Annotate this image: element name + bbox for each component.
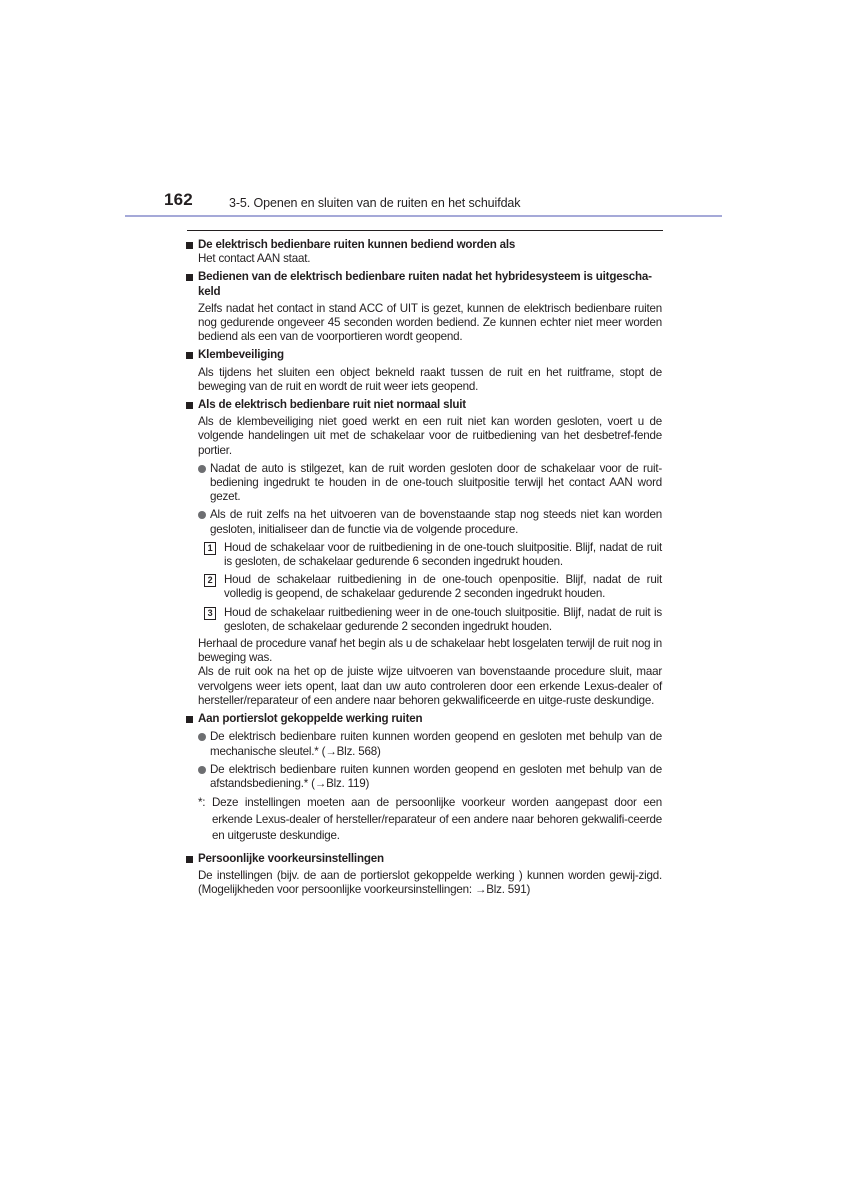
square-bullet-icon	[186, 274, 193, 281]
list-item	[198, 763, 662, 791]
step-number-box: 2	[204, 574, 216, 587]
square-bullet-icon	[186, 402, 193, 409]
round-bullet-icon	[198, 465, 206, 473]
section-heading-text: Bedienen van de elektrisch bedienbare ruiten nadat het hybridesysteem is uitgescha-keld	[198, 270, 652, 298]
section-heading-text: Aan portierslot gekoppelde werking ruiten	[198, 712, 423, 726]
content-rule	[187, 230, 663, 231]
step-item-3	[204, 606, 662, 634]
footnote-text: Deze instellingen moeten aan de persoonlijke voorkeur worden aangepast door een erkende Lexus-dealer of hersteller/reparateur of een andere naar behoren gekwalifi-ceerde en uitgeruste deskundige.	[212, 796, 662, 843]
list-item-text: De elektrisch bedienbare ruiten kunnen worden geopend en gesloten met behulp van de mechanische sleutel.* (→Blz. 568)	[210, 730, 662, 758]
square-bullet-icon	[186, 856, 193, 863]
section-heading-personal-settings	[186, 852, 662, 866]
page-content	[186, 238, 662, 897]
body-text: Herhaal de procedure vanaf het begin als u de schakelaar hebt losgelaten terwijl de ruit nog in beweging was.	[198, 637, 662, 665]
section-heading-text: Klembeveiliging	[198, 348, 284, 362]
header-rule	[125, 215, 722, 217]
section-heading-jam-protection	[186, 348, 662, 362]
square-bullet-icon	[186, 716, 193, 723]
list-item	[198, 730, 662, 758]
step-text: Houd de schakelaar ruitbediening in de one-touch openpositie. Blijf, nadat de ruit volledig is geopend, de schakelaar gedurende 2 seconden ingedrukt houden.	[224, 573, 662, 601]
round-bullet-icon	[198, 733, 206, 741]
body-text: Zelfs nadat het contact in stand ACC of UIT is gezet, kunnen de elektrisch bedienbare ruiten nog gedurende ongeveer 45 seconden worden bediend. Ze kunnen echter niet meer worden bediend als een van de voorportieren wordt geopend.	[198, 301, 662, 344]
step-number-box: 1	[204, 542, 216, 555]
section-heading-text: De elektrisch bedienbare ruiten kunnen bediend worden als	[198, 238, 516, 251]
footnote	[198, 795, 662, 845]
step-text: Houd de schakelaar voor de ruitbediening in de one-touch sluitpositie. Blijf, nadat de ruit is gesloten, de schakelaar gedurende 6 seconden ingedrukt houden.	[224, 540, 662, 569]
footnote-mark: *:	[198, 796, 206, 810]
step-text: Houd de schakelaar ruitbediening weer in de one-touch sluitpositie. Blijf, nadat de ruit is gesloten, de schakelaar gedurende 2 seconden ingedrukt houden.	[224, 605, 662, 633]
list-item-text: Nadat de auto is stilgezet, kan de ruit worden gesloten door de schakelaar voor de ruit-bediening ingedrukt te houden in de one-touch sluitpositie terwijl het contact AAN word gezet.	[210, 461, 662, 504]
square-bullet-icon	[186, 242, 193, 249]
section-heading-not-closing	[186, 398, 662, 412]
page-number: 162	[164, 190, 193, 209]
body-text: Het contact AAN staat.	[198, 252, 311, 266]
section-heading-door-lock-linked	[186, 712, 662, 726]
step-item-2	[204, 573, 662, 601]
step-number-box: 3	[204, 607, 216, 620]
section-heading-operation-conditions	[186, 238, 662, 252]
body-text: Als tijdens het sluiten een object bekneld raakt tussen de ruit en het ruitframe, stopt de beweging van de ruit en wordt de ruit weer iets geopend.	[198, 365, 662, 393]
list-item-text: Als de ruit zelfs na het uitvoeren van de bovenstaande stap nog steeds niet kan worden gesloten, initialiseer dan de functie via de volgende procedure.	[210, 508, 662, 536]
body-text: De instellingen (bijv. de aan de portierslot gekoppelde werking ) kunnen worden gewij-zigd. (Mogelijkheden voor persoonlijke voorkeursinstellingen: →Blz. 591)	[198, 868, 662, 897]
section-heading-after-hybrid-off	[186, 270, 662, 298]
section-heading-text: Als de elektrisch bedienbare ruit niet normaal sluit	[198, 398, 466, 412]
chapter-title: 3-5. Openen en sluiten van de ruiten en het schuifdak	[229, 196, 521, 210]
body-text: Als de klembeveiliging niet goed werkt en een ruit niet kan worden gesloten, voert u de volgende handelingen uit met de schakelaar voor de ruitbediening van het desbetref-fende portier.	[198, 415, 662, 457]
square-bullet-icon	[186, 352, 193, 359]
list-item	[198, 508, 662, 536]
body-text: Als de ruit ook na het op de juiste wijze uitvoeren van bovenstaande procedure sluit, maar vervolgens weer iets opent, laat dan uw auto controleren door een erkende Lexus-dealer of hersteller/reparateur of een andere naar behoren gekwalificeerde en uitge-ruste deskundige.	[198, 665, 662, 707]
step-item-1	[204, 541, 662, 569]
list-item-text: De elektrisch bedienbare ruiten kunnen worden geopend en gesloten met behulp van de afstandsbediening.* (→Blz. 119)	[210, 762, 662, 790]
round-bullet-icon	[198, 766, 206, 774]
section-heading-text: Persoonlijke voorkeursinstellingen	[198, 851, 384, 865]
list-item	[198, 462, 662, 505]
round-bullet-icon	[198, 511, 206, 519]
